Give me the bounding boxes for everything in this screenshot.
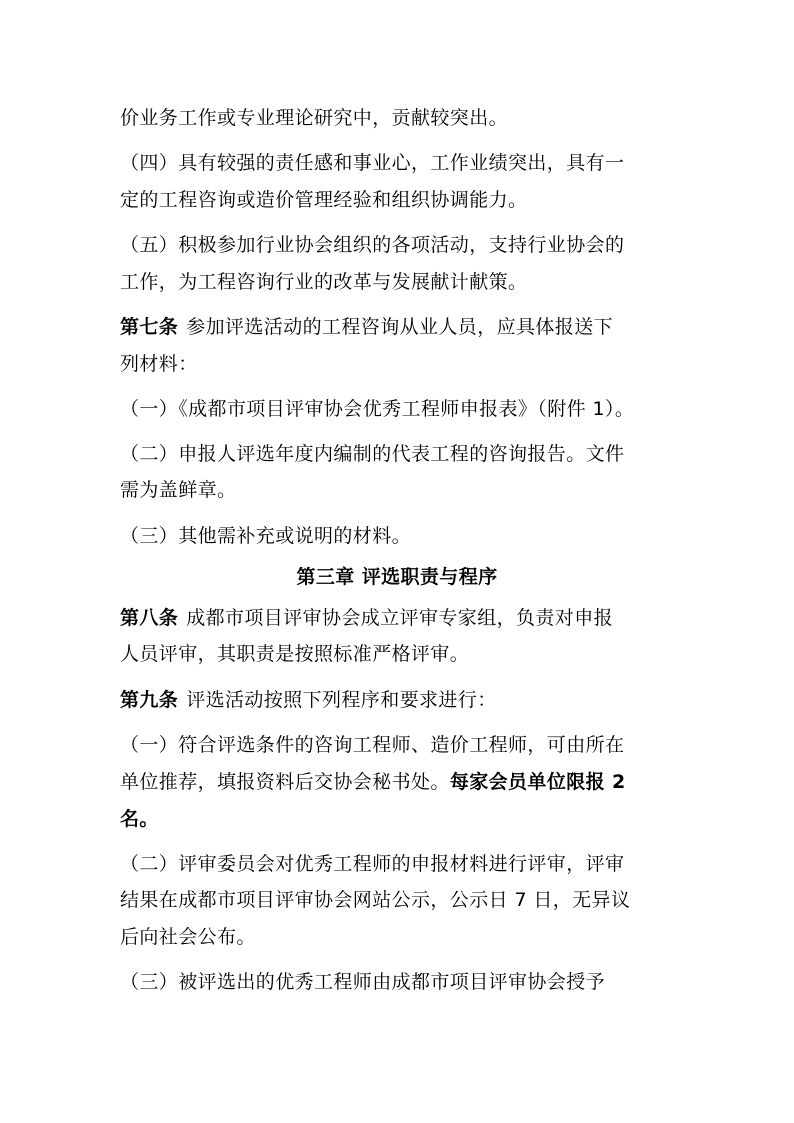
paragraph-line: [120, 352, 680, 376]
chapter-heading: [0, 565, 794, 589]
paragraph-line: [120, 270, 680, 294]
text: 列材料：: [120, 353, 198, 375]
text: （五）积极参加行业协会组织的各项活动，支持行业协会的: [120, 234, 625, 256]
paragraph-line: [120, 478, 680, 502]
paragraph-line: [120, 442, 680, 466]
bold-text: 每家会员单位限报 2: [449, 771, 626, 793]
article-line: [120, 315, 680, 339]
text: 工作，为工程咨询行业的改革与发展献计献策。: [120, 271, 528, 293]
paragraph-line: [120, 233, 680, 257]
text: 成都市项目评审协会成立评审专家组，负责对申报: [186, 607, 614, 629]
text: （三）被评选出的优秀工程师由成都市项目评审协会授予: [120, 971, 606, 993]
paragraph-line: [120, 888, 680, 912]
paragraph-line: [120, 770, 680, 794]
text: 参加评选活动的工程咨询从业人员，应具体报送下: [186, 316, 614, 338]
paragraph-line: [120, 733, 680, 757]
paragraph-line: [120, 151, 680, 175]
text: 需为盖鲜章。: [120, 479, 237, 501]
paragraph-line: [120, 807, 680, 831]
paragraph-line: [120, 970, 680, 994]
article-label: 第九条: [120, 689, 179, 711]
paragraph-line: [120, 642, 680, 666]
heading-text: 第三章 评选职责与程序: [296, 566, 498, 588]
text: 后向社会公布。: [120, 926, 256, 948]
text: （二）评审委员会对优秀工程师的申报材料进行评审，评审: [120, 853, 625, 875]
text: 评选活动按照下列程序和要求进行：: [186, 689, 497, 711]
text: 定的工程咨询或造价管理经验和组织协调能力。: [120, 189, 528, 211]
article-label: 第八条: [120, 607, 179, 629]
text: （一）《成都市项目评审协会优秀工程师申报表》（附件 1）。: [120, 398, 635, 420]
paragraph-line: [120, 188, 680, 212]
text: （一）符合评选条件的咨询工程师、造价工程师，可由所在: [120, 734, 625, 756]
text: （二）申报人评选年度内编制的代表工程的咨询报告。文件: [120, 443, 625, 465]
text: 单位推荐，填报资料后交协会秘书处。: [120, 771, 450, 793]
paragraph-line: [120, 524, 680, 548]
paragraph-line: [120, 925, 680, 949]
article-line: [120, 606, 680, 630]
article-line: [120, 688, 680, 712]
paragraph-line: [120, 106, 680, 130]
text: 价业务工作或专业理论研究中，贡献较突出。: [120, 107, 509, 129]
text: （四）具有较强的责任感和事业心，工作业绩突出，具有一: [120, 152, 625, 174]
bold-text: 名。: [120, 808, 159, 830]
text: 结果在成都市项目评审协会网站公示，公示日 7 日，无异议: [120, 889, 631, 911]
paragraph-line: [120, 397, 680, 421]
article-label: 第七条: [120, 316, 179, 338]
paragraph-line: [120, 852, 680, 876]
text: （三）其他需补充或说明的材料。: [120, 525, 412, 547]
text: 人员评审，其职责是按照标准严格评审。: [120, 643, 470, 665]
